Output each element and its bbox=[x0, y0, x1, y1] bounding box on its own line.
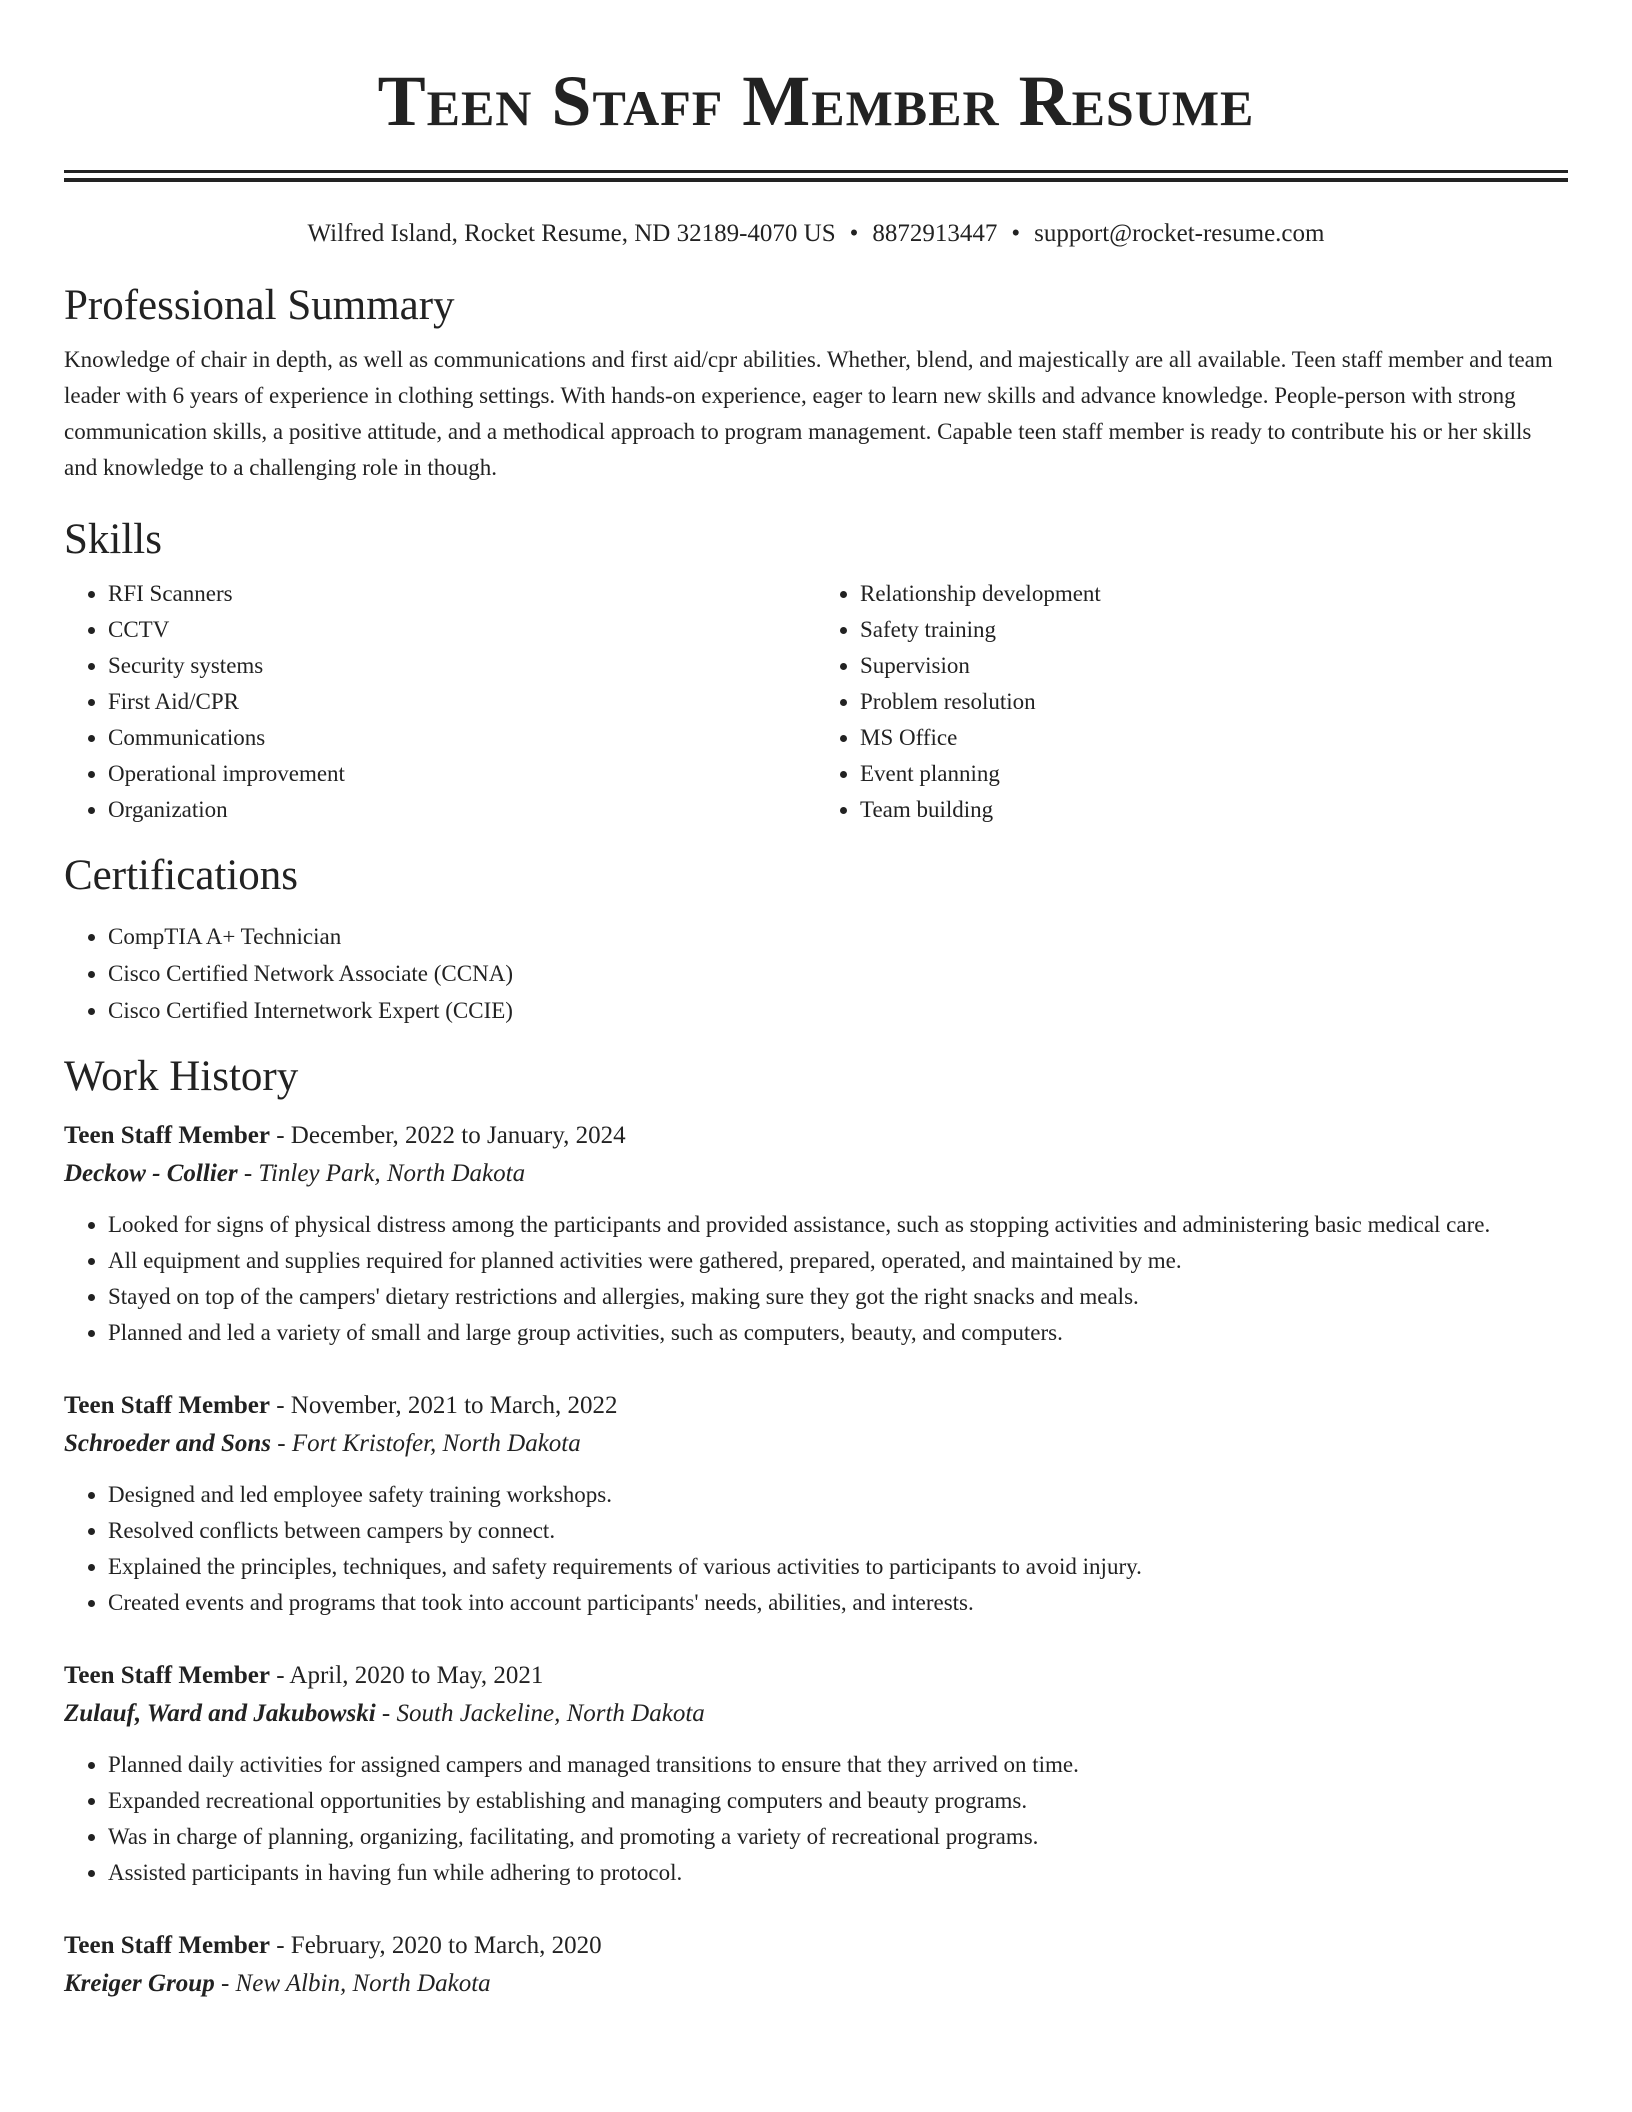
title-divider-bottom bbox=[64, 178, 1568, 182]
skill-item: • Operational improvement bbox=[108, 756, 816, 792]
section-heading: Professional Summary bbox=[64, 282, 455, 329]
job-title-line bbox=[64, 1657, 1568, 1695]
skill-item: • Security systems bbox=[108, 648, 816, 684]
professional-summary-section bbox=[64, 280, 1568, 486]
bullet-separator: • bbox=[849, 220, 859, 247]
job-bullet: • Was in charge of planning, organizing, facilitating, and promoting a variety of recreational programs. bbox=[108, 1819, 1568, 1855]
skills-list-right bbox=[816, 576, 1568, 828]
job-dates: - February, 2020 to March, 2020 bbox=[269, 1932, 602, 1959]
job-bullets bbox=[64, 1207, 1568, 1351]
employer-name: Zulauf, Ward and Jakubowski bbox=[64, 1700, 376, 1727]
skills-columns bbox=[64, 576, 1568, 828]
job-bullet: • Planned daily activities for assigned campers and managed transitions to ensure that they arrived on time. bbox=[108, 1747, 1568, 1783]
job-title-line bbox=[64, 1117, 1568, 1155]
skill-item: • RFI Scanners bbox=[108, 576, 816, 612]
employer-line bbox=[64, 1425, 1568, 1463]
skills-section bbox=[64, 514, 1568, 828]
job-entry bbox=[64, 1387, 1568, 1621]
job-bullet: • Looked for signs of physical distress among the participants and provided assistance, such as stopping activities and administering basic medical care. bbox=[108, 1207, 1568, 1243]
job-dates: - November, 2021 to March, 2022 bbox=[269, 1392, 618, 1419]
section-heading: Skills bbox=[64, 516, 162, 563]
job-title: Teen Staff Member bbox=[64, 1392, 270, 1419]
skill-item: • Problem resolution bbox=[860, 684, 1568, 720]
job-dates: - April, 2020 to May, 2021 bbox=[269, 1662, 544, 1689]
employer-location: - New Albin, North Dakota bbox=[214, 1970, 491, 1997]
skill-item: • Communications bbox=[108, 720, 816, 756]
job-bullet: • Expanded recreational opportunities by establishing and managing computers and beauty programs. bbox=[108, 1783, 1568, 1819]
section-heading: Work History bbox=[64, 1053, 299, 1100]
job-bullet: • Explained the principles, techniques, and safety requirements of various activities to participants to avoid injury. bbox=[108, 1549, 1568, 1585]
job-bullets bbox=[64, 1747, 1568, 1891]
job-dates: - December, 2022 to January, 2024 bbox=[269, 1122, 626, 1149]
job-title: Teen Staff Member bbox=[64, 1122, 270, 1149]
job-entry bbox=[64, 1117, 1568, 1351]
job-bullet: • Resolved conflicts between campers by connect. bbox=[108, 1513, 1568, 1549]
employer-location: - South Jackeline, North Dakota bbox=[375, 1700, 705, 1727]
bullet-separator: • bbox=[1011, 220, 1021, 247]
job-bullet: • All equipment and supplies required for planned activities were gathered, prepared, operated, and maintained by me. bbox=[108, 1243, 1568, 1279]
job-bullets bbox=[64, 1477, 1568, 1621]
certifications-section bbox=[64, 850, 1568, 1029]
job-bullet: • Planned and led a variety of small and large group activities, such as computers, beauty, and computers. bbox=[108, 1315, 1568, 1351]
employer-location: - Tinley Park, North Dakota bbox=[237, 1160, 526, 1187]
certifications-list bbox=[64, 918, 1568, 1029]
email-text: support@rocket-resume.com bbox=[1034, 220, 1325, 247]
section-heading: Certifications bbox=[64, 852, 299, 899]
skill-item: • Supervision bbox=[860, 648, 1568, 684]
skill-item: • Organization bbox=[108, 792, 816, 828]
employer-name: Kreiger Group bbox=[64, 1970, 215, 1997]
skill-item: • First Aid/CPR bbox=[108, 684, 816, 720]
skill-item: • Team building bbox=[860, 792, 1568, 828]
work-history-section bbox=[64, 1051, 1568, 2003]
skill-item: • Event planning bbox=[860, 756, 1568, 792]
address-text: Wilfred Island, Rocket Resume, ND 32189-4070 US bbox=[307, 220, 836, 247]
job-title: Teen Staff Member bbox=[64, 1662, 270, 1689]
page-title: Teen Staff Member Resume bbox=[377, 61, 1255, 141]
certification-item: • Cisco Certified Network Associate (CCNA) bbox=[108, 955, 1568, 992]
skill-item: • Relationship development bbox=[860, 576, 1568, 612]
job-bullet: • Designed and led employee safety training workshops. bbox=[108, 1477, 1568, 1513]
job-bullet: • Created events and programs that took into account participants' needs, abilities, and interests. bbox=[108, 1585, 1568, 1621]
skill-item: • CCTV bbox=[108, 612, 816, 648]
employer-line bbox=[64, 1155, 1568, 1193]
phone-text: 8872913447 bbox=[872, 220, 998, 247]
job-title-line bbox=[64, 1927, 1568, 1965]
job-bullet: • Assisted participants in having fun while adhering to protocol. bbox=[108, 1855, 1568, 1891]
employer-name: Deckow - Collier bbox=[64, 1160, 238, 1187]
employer-name: Schroeder and Sons bbox=[64, 1430, 271, 1457]
skills-list-left bbox=[64, 576, 816, 828]
summary-text: Knowledge of chair in depth, as well as communications and first aid/cpr abilities. Whether, blend, and majestically are all available. Teen staff member and team leader with 6 years of experience in clothing settings. With hands-on experience, eager to learn new skills and advance knowledge. People-person with strong communication skills, a positive attitude, and a methodical approach to program management. Capable teen staff member is ready to contribute his or her skills and knowledge to a challenging role in though. bbox=[64, 347, 1553, 480]
job-entry bbox=[64, 1927, 1568, 2003]
certification-item: • Cisco Certified Internetwork Expert (CCIE) bbox=[108, 992, 1568, 1029]
job-title-line bbox=[64, 1387, 1568, 1425]
certification-item: • CompTIA A+ Technician bbox=[108, 918, 1568, 955]
job-bullet: • Stayed on top of the campers' dietary restrictions and allergies, making sure they got the right snacks and meals. bbox=[108, 1279, 1568, 1315]
employer-location: - Fort Kristofer, North Dakota bbox=[271, 1430, 581, 1457]
employer-line bbox=[64, 1965, 1568, 2003]
skill-item: • MS Office bbox=[860, 720, 1568, 756]
employer-line bbox=[64, 1695, 1568, 1733]
job-entry bbox=[64, 1657, 1568, 1891]
job-title: Teen Staff Member bbox=[64, 1932, 270, 1959]
skill-item: • Safety training bbox=[860, 612, 1568, 648]
contact-line bbox=[64, 216, 1568, 252]
